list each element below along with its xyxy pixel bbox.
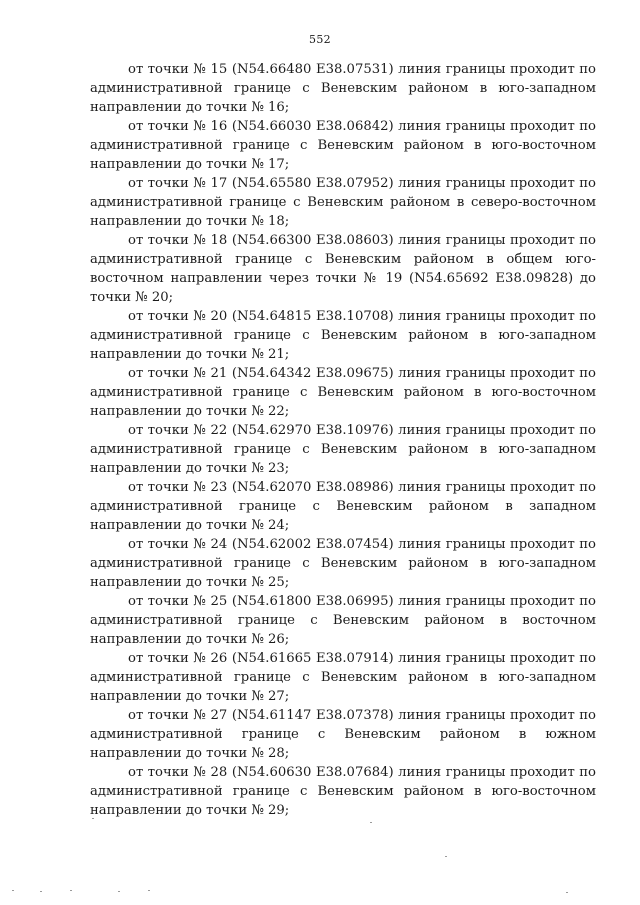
boundary-paragraph-18: от точки № 18 (N54.66300 E38.08603) линия границы проходит по административной границе с Веневским районом в общем юго-восточном направлении через точки № 19 (N54.65692 E38.09828) до точки № 20; — [90, 233, 596, 305]
document-body — [90, 60, 596, 820]
boundary-paragraph-16: от точки № 16 (N54.66030 E38.06842) линия границы проходит по административной границе с Веневским районом в юго-восточном направлении до точки № 17; — [90, 119, 596, 172]
scan-speck — [70, 890, 72, 891]
boundary-paragraph-25: от точки № 25 (N54.61800 E38.06995) линия границы проходит по административной границе с Веневским районом в восточном направлении до точки № 26; — [90, 594, 596, 647]
boundary-paragraph-23: от точки № 23 (N54.62070 E38.08986) линия границы проходит по административной границе с Веневским районом в западном направлении до точки № 24; — [90, 480, 596, 533]
scan-speck — [118, 891, 120, 892]
boundary-paragraph-17: от точки № 17 (N54.65580 E38.07952) линия границы проходит по административной границе с Веневским районом в северо-восточном направлении до точки № 18; — [90, 176, 596, 229]
scan-speck — [370, 822, 372, 823]
scan-speck — [148, 890, 150, 891]
scan-speck — [445, 856, 447, 857]
boundary-paragraph-21: от точки № 21 (N54.64342 E38.09675) линия границы проходит по административной границе с Веневским районом в юго-восточном направлении до точки № 22; — [90, 366, 596, 419]
scan-speck — [92, 818, 94, 819]
boundary-paragraph-22: от точки № 22 (N54.62970 E38.10976) линия границы проходит по административной границе с Веневским районом в юго-западном направлении до точки № 23; — [90, 423, 596, 476]
scan-speck — [40, 891, 42, 892]
page-number: 552 — [309, 33, 331, 46]
boundary-paragraph-28: от точки № 28 (N54.60630 E38.07684) линия границы проходит по административной границе с Веневским районом в юго-восточном направлении до точки № 29; — [90, 765, 596, 818]
boundary-paragraph-27: от точки № 27 (N54.61147 E38.07378) линия границы проходит по административной границе с Веневским районом в южном направлении до точки № 28; — [90, 708, 596, 761]
scan-speck — [12, 890, 14, 891]
boundary-paragraph-15: от точки № 15 (N54.66480 E38.07531) линия границы проходит по административной границе с Веневским районом в юго-западном направлении до точки № 16; — [90, 62, 596, 115]
boundary-paragraph-26: от точки № 26 (N54.61665 E38.07914) линия границы проходит по административной границе с Веневским районом в юго-западном направлении до точки № 27; — [90, 651, 596, 704]
scan-speck — [566, 892, 568, 893]
boundary-paragraph-24: от точки № 24 (N54.62002 E38.07454) линия границы проходит по административной границе с Веневским районом в юго-западном направлении до точки № 25; — [90, 537, 596, 590]
boundary-paragraph-20: от точки № 20 (N54.64815 E38.10708) линия границы проходит по административной границе с Веневским районом в юго-западном направлении до точки № 21; — [90, 309, 596, 362]
